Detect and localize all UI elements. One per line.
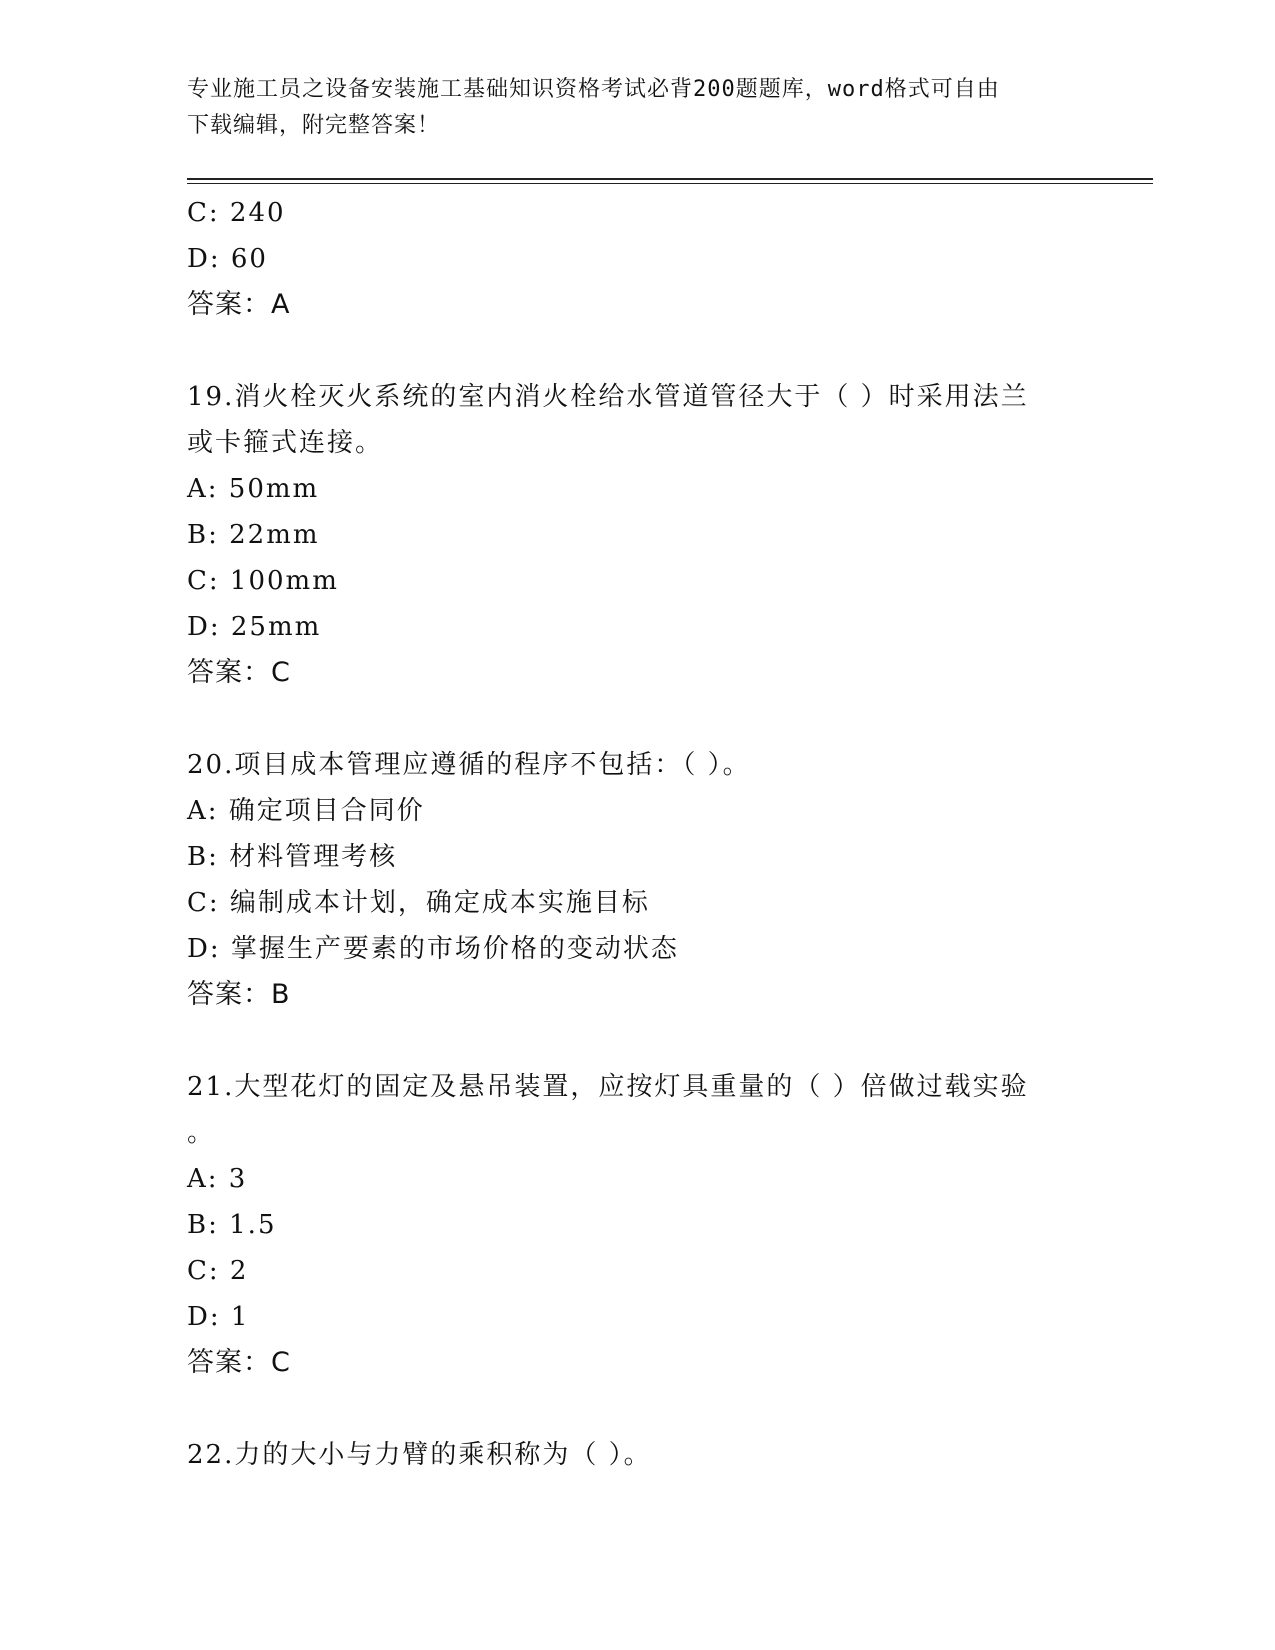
question-20-text-line-1: 20.项目成本管理应遵循的程序不包括：（ ）。	[187, 750, 751, 780]
question-21-text-line-1: 21.大型花灯的固定及悬吊装置，应按灯具重量的（ ）倍做过载实验	[187, 1072, 1029, 1102]
question-19-text-line-1: 19.消火栓灭火系统的室内消火栓给水管道管径大于（ ）时采用法兰	[187, 382, 1029, 412]
question-19-answer: 答案：C	[187, 657, 291, 688]
question-20-option-c: C: 编制成本计划，确定成本实施目标	[187, 888, 650, 918]
prev-option-d: D: 60	[187, 244, 268, 274]
question-21-option-c: C: 2	[187, 1256, 249, 1286]
question-gap	[187, 1386, 1087, 1432]
question-19-text-line-2: 或卡箍式连接。	[187, 428, 384, 458]
question-19	[187, 374, 1087, 696]
question-gap	[187, 696, 1087, 742]
question-22-text-line-1: 22.力的大小与力臂的乘积称为（ ）。	[187, 1440, 652, 1470]
question-21-option-a: A: 3	[187, 1164, 248, 1194]
question-19-option-d: D: 25mm	[187, 612, 322, 642]
question-21-text-line-2: 。	[187, 1118, 216, 1148]
question-21-answer: 答案：C	[187, 1347, 291, 1378]
question-gap	[187, 1018, 1087, 1064]
header-divider-thin	[187, 183, 1153, 184]
document-header	[187, 72, 1067, 144]
question-19-option-c: C: 100mm	[187, 566, 339, 596]
question-gap	[187, 328, 1087, 374]
question-21-option-d: D: 1	[187, 1302, 250, 1332]
header-title-line-2: 下载编辑，附完整答案！	[187, 113, 441, 138]
question-19-option-a: A: 50mm	[187, 474, 320, 504]
question-21	[187, 1064, 1087, 1386]
prev-answer: 答案：A	[187, 289, 291, 320]
prev-option-c: C: 240	[187, 198, 286, 228]
question-22	[187, 1432, 1087, 1478]
question-list	[187, 190, 1087, 1478]
header-title-line-1: 专业施工员之设备安装施工基础知识资格考试必背200题题库，word格式可自由	[187, 77, 1000, 102]
question-20-option-b: B: 材料管理考核	[187, 842, 398, 872]
question-20-option-d: D: 掌握生产要素的市场价格的变动状态	[187, 934, 679, 964]
header-divider-thick	[187, 178, 1153, 180]
question-20-option-a: A: 确定项目合同价	[187, 796, 425, 826]
question-20-answer: 答案：B	[187, 979, 291, 1010]
question-20	[187, 742, 1087, 1018]
question-21-option-b: B: 1.5	[187, 1210, 277, 1240]
question-19-option-b: B: 22mm	[187, 520, 320, 550]
